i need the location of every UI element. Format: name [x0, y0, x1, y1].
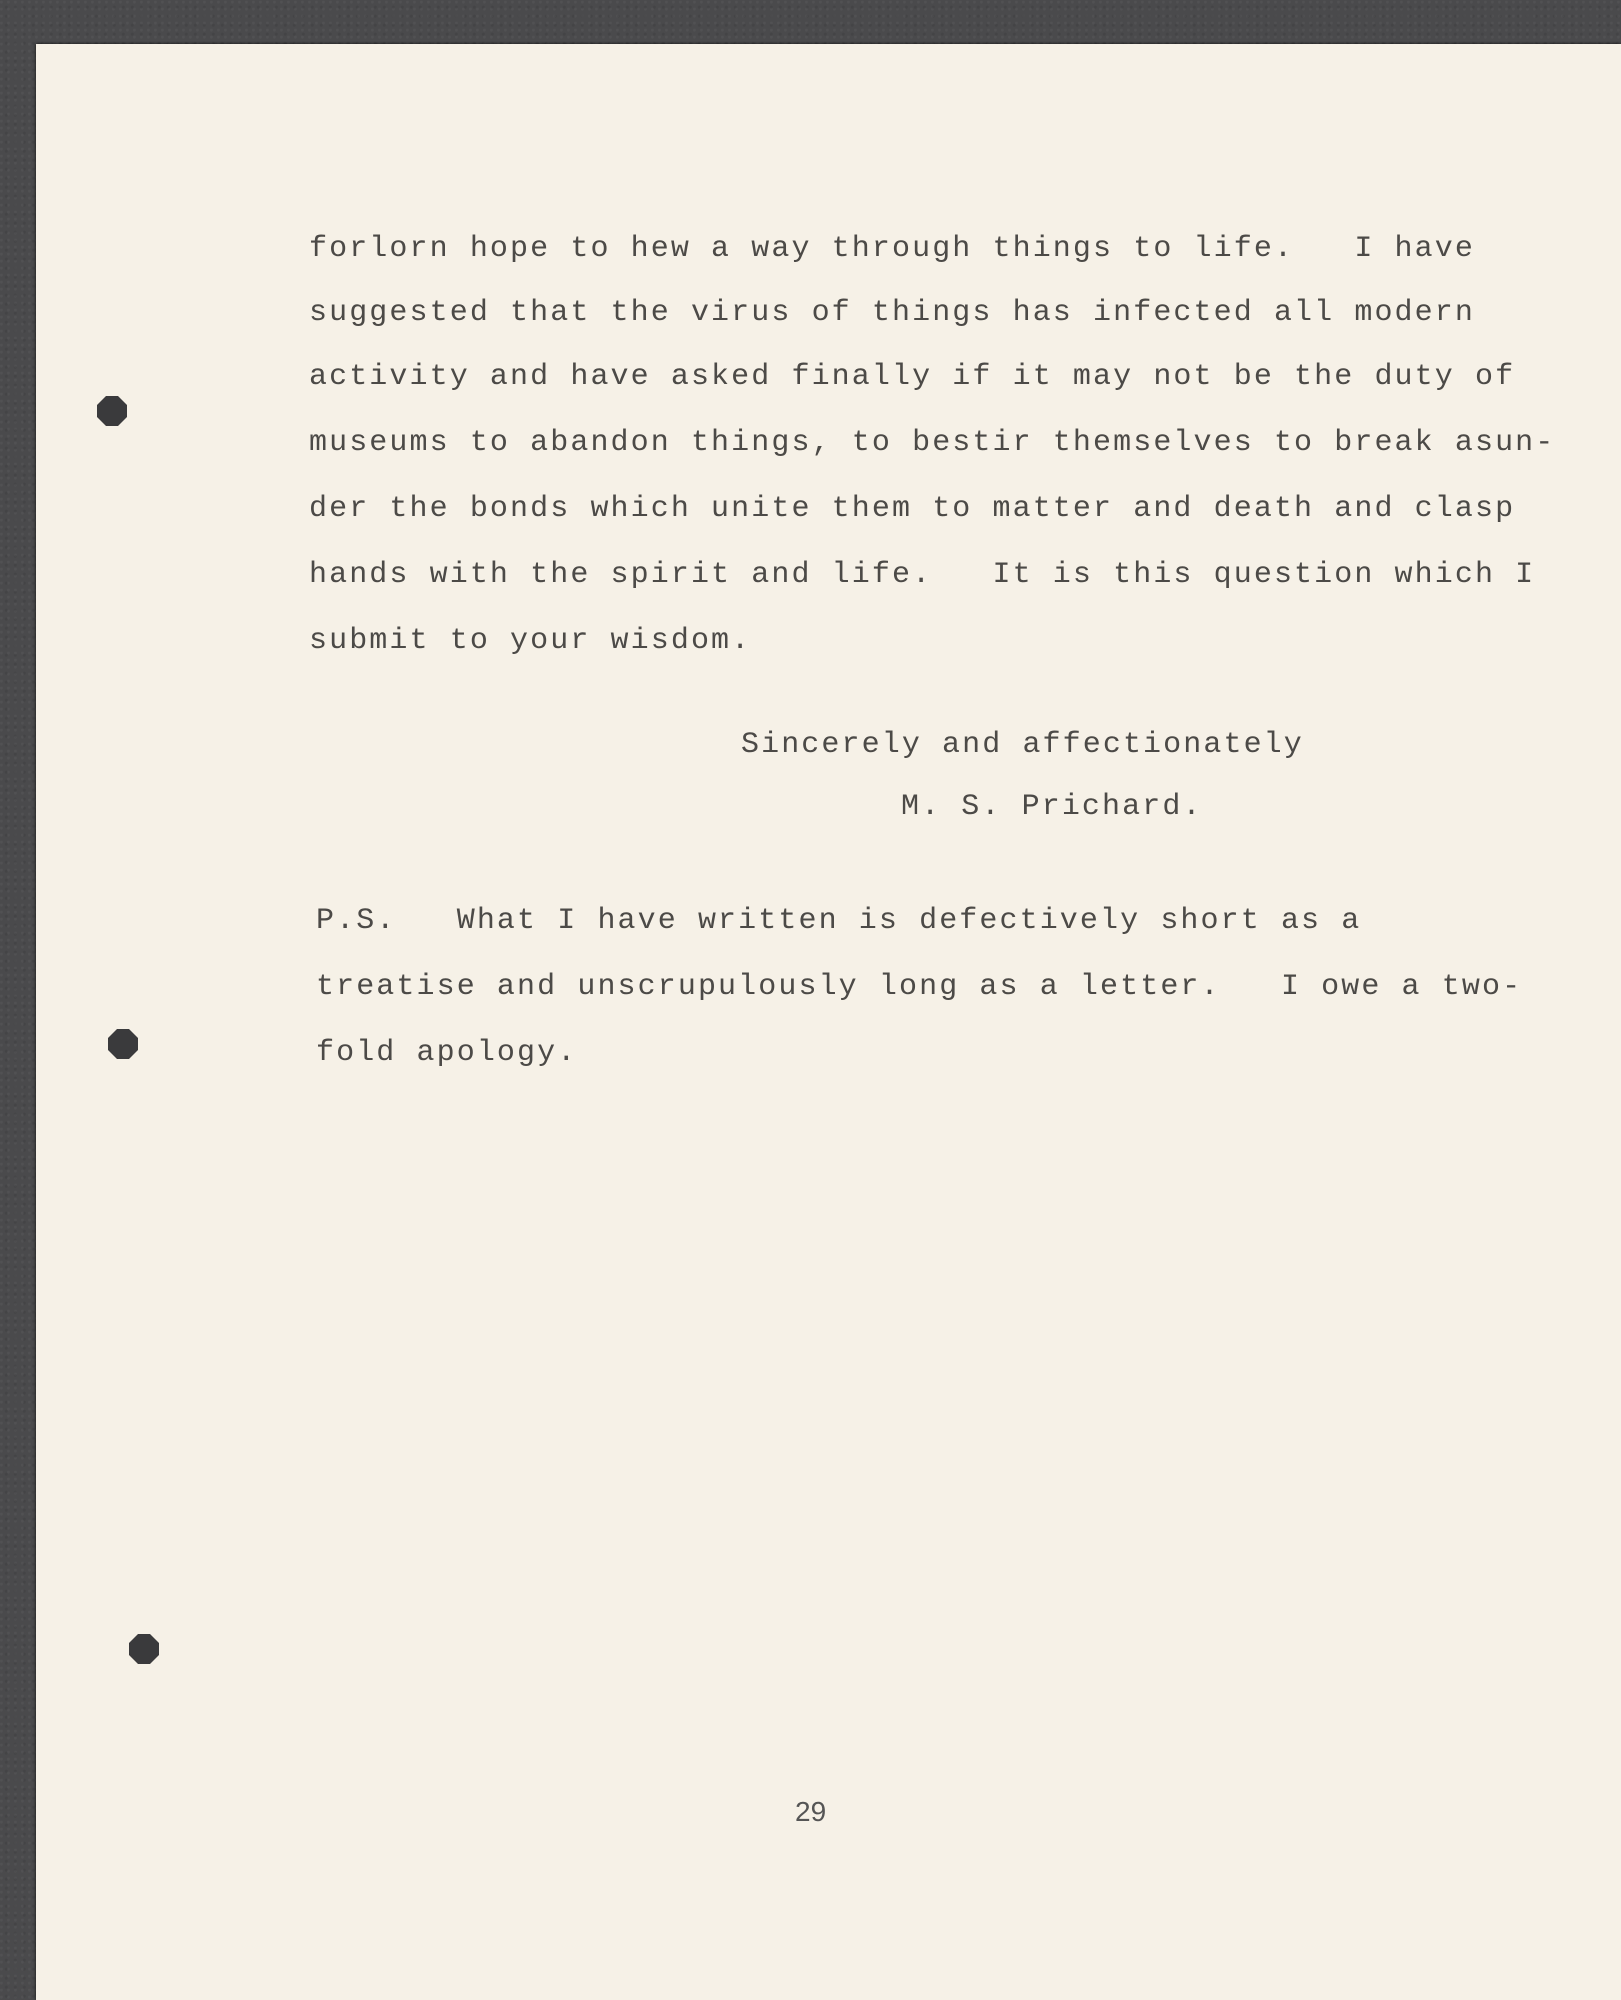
document-page [36, 44, 1621, 2000]
punch-hole [97, 396, 127, 426]
body-line: forlorn hope to hew a way through things to life. I have [309, 232, 1475, 266]
signature: M. S. Prichard. [901, 790, 1203, 824]
body-line: hands with the spirit and life. It is this question which I [309, 558, 1536, 592]
postscript-line: P.S. What I have written is defectively short as a [316, 904, 1362, 938]
postscript-line: treatise and unscrupulously long as a letter. I owe a two- [316, 970, 1523, 1004]
punch-hole [108, 1029, 138, 1059]
body-line: activity and have asked finally if it may not be the duty of [309, 360, 1516, 394]
closing-salutation: Sincerely and affectionately [741, 728, 1304, 762]
page-number: 29 [795, 1796, 827, 1827]
body-line: museums to abandon things, to bestir themselves to break asun- [309, 426, 1556, 460]
body-line: submit to your wisdom. [309, 624, 752, 658]
punch-hole [129, 1634, 159, 1664]
body-line: der the bonds which unite them to matter and death and clasp [309, 492, 1516, 526]
postscript-line: fold apology. [316, 1036, 578, 1070]
body-line: suggested that the virus of things has infected all modern [309, 296, 1475, 330]
